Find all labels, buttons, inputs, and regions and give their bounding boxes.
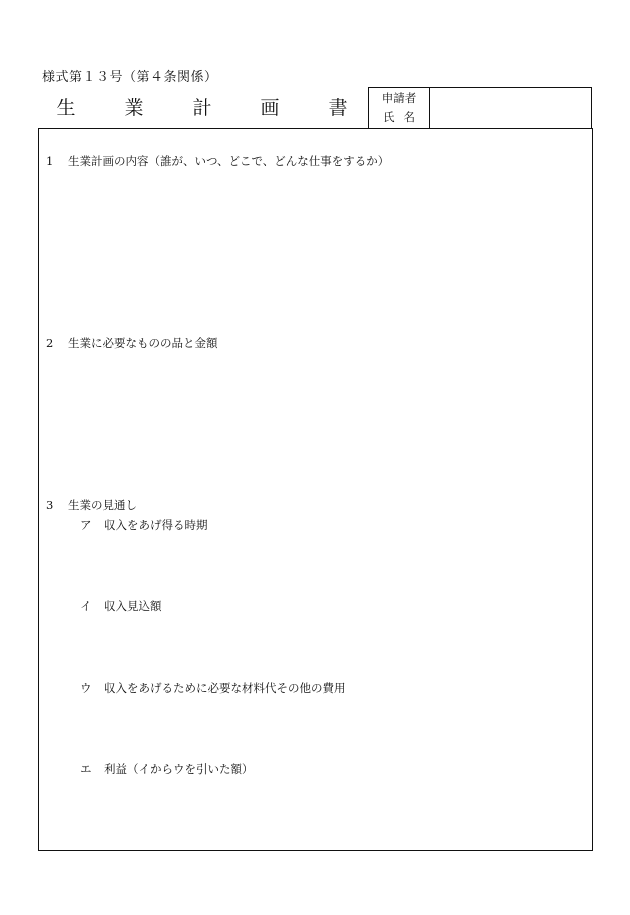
subsection-label: 利益（イからウを引いた額） bbox=[104, 762, 254, 776]
title-char: 計 bbox=[192, 97, 212, 119]
section-3 bbox=[46, 497, 137, 513]
section-number: 2 bbox=[46, 336, 54, 350]
applicant-label-line2: 氏名 bbox=[383, 110, 424, 124]
applicant-label bbox=[369, 88, 430, 128]
subsection-a bbox=[80, 517, 208, 533]
subsection-e bbox=[80, 761, 254, 777]
subsection-mark: イ bbox=[80, 599, 92, 613]
subsection-i bbox=[80, 598, 162, 614]
section-2 bbox=[46, 335, 218, 351]
applicant-box bbox=[368, 87, 592, 128]
section-label: 生業計画の内容（誰が、いつ、どこで、どんな仕事をするか） bbox=[68, 154, 390, 168]
plan-content-box bbox=[38, 128, 593, 851]
title-char: 生 bbox=[56, 97, 76, 119]
title-char: 画 bbox=[260, 97, 280, 119]
subsection-label: 収入をあげるために必要な材料代その他の費用 bbox=[104, 681, 346, 695]
subsection-label: 収入見込額 bbox=[104, 599, 162, 613]
section-label: 生業に必要なものの品と金額 bbox=[68, 336, 218, 350]
form-number: 様式第１３号（第４条関係） bbox=[42, 70, 218, 85]
subsection-mark: エ bbox=[80, 762, 92, 776]
subsection-mark: ア bbox=[80, 518, 92, 532]
subsection-label: 収入をあげ得る時期 bbox=[104, 518, 208, 532]
section-1 bbox=[46, 153, 389, 169]
section-number: 1 bbox=[46, 154, 54, 168]
applicant-name-field[interactable] bbox=[430, 88, 591, 128]
subsection-mark: ウ bbox=[80, 681, 92, 695]
title-char: 書 bbox=[328, 97, 348, 119]
document-title bbox=[52, 96, 352, 120]
section-label: 生業の見通し bbox=[68, 498, 137, 512]
title-char: 業 bbox=[124, 97, 144, 119]
subsection-u bbox=[80, 680, 346, 696]
section-number: 3 bbox=[46, 498, 54, 512]
applicant-label-line1: 申請者 bbox=[381, 91, 417, 105]
